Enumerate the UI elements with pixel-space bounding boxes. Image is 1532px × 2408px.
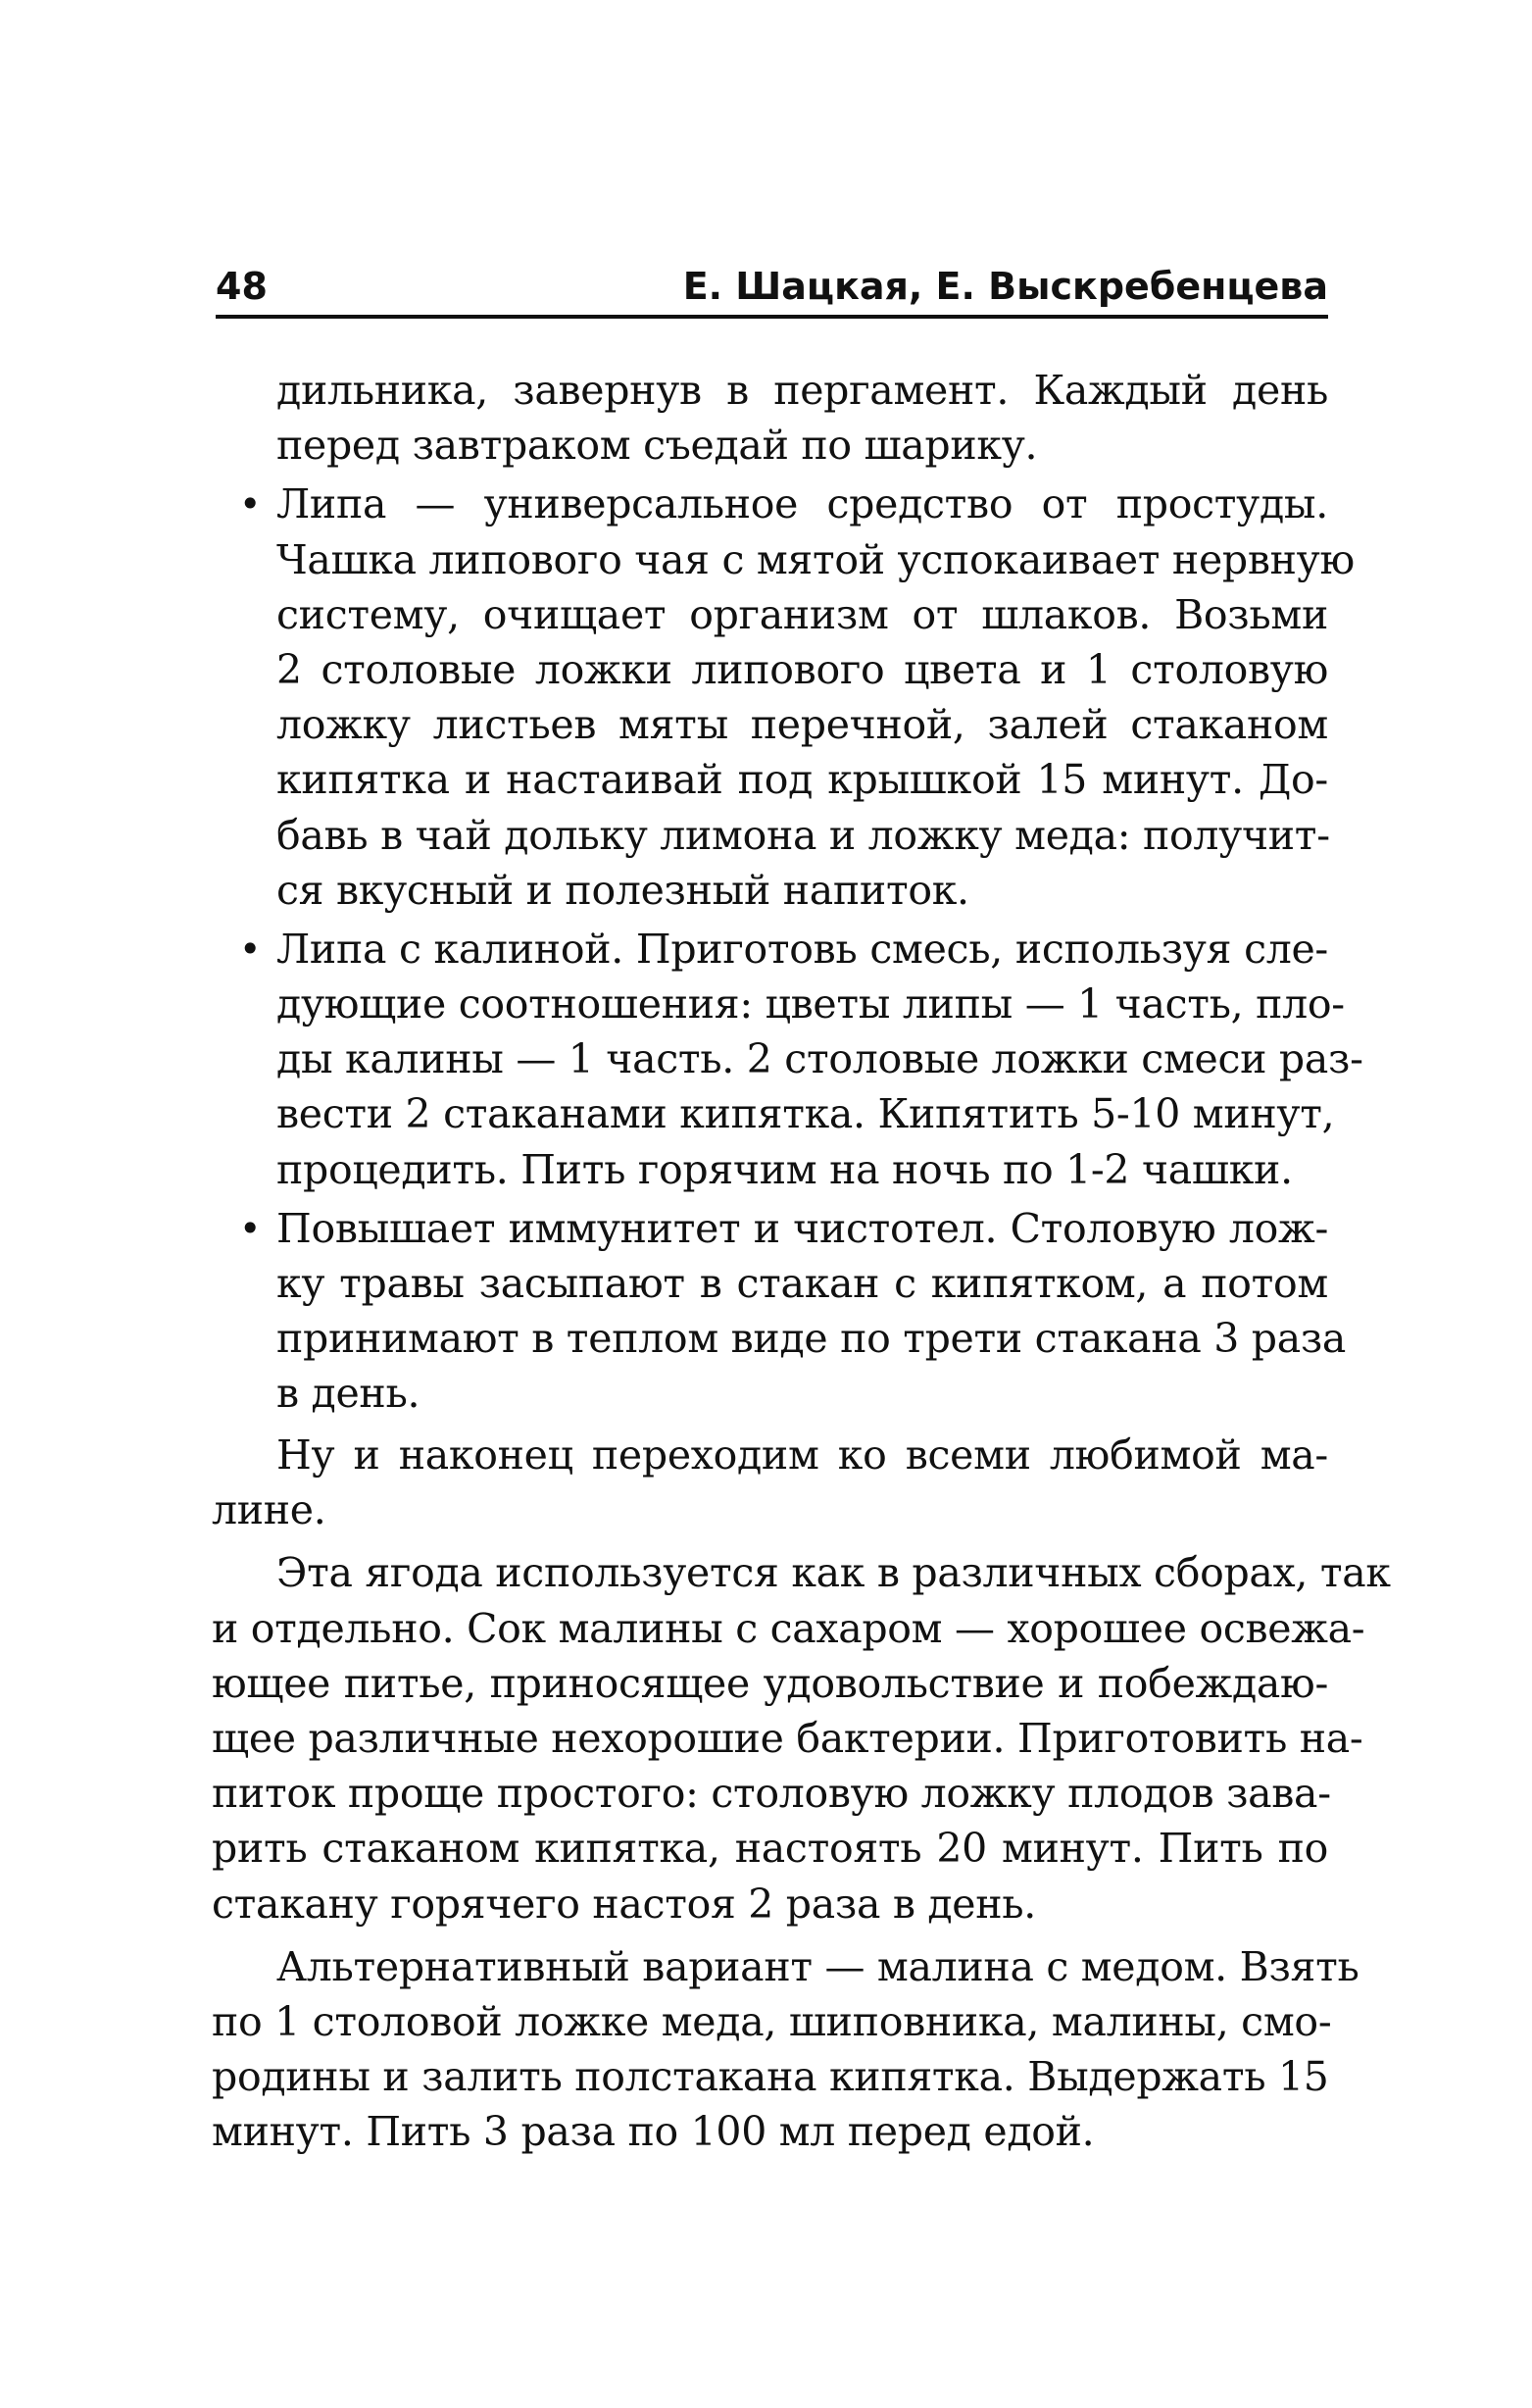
text-line: вести 2 стаканами кипятка. Кипятить 5-10 минут, bbox=[276, 1090, 1335, 1138]
paragraph-raspberry-honey bbox=[212, 1939, 1359, 2160]
running-head: Е. Шацкая, Е. Выскребенцева bbox=[682, 265, 1328, 308]
page-body-paragraphs bbox=[212, 1428, 1391, 2159]
text-line: по 1 столовой ложке меда, шиповника, малины, смо- bbox=[212, 1997, 1332, 2045]
bullet-item-linden bbox=[239, 477, 1355, 918]
page-number: 48 bbox=[216, 265, 268, 308]
text-line: ся вкусный и полезный напиток. bbox=[276, 866, 969, 914]
text-line: процедить. Пить горячим на ночь по 1-2 чашки. bbox=[276, 1145, 1293, 1193]
intro-continuation bbox=[276, 363, 1328, 473]
text-line: систему, очищает организм от шлаков. Возьми bbox=[276, 590, 1328, 638]
header-rule bbox=[216, 315, 1328, 319]
text-line: стакану горячего настоя 2 раза в день. bbox=[212, 1880, 1037, 1928]
text-line: Ну и наконец переходим ко всеми любимой ма- bbox=[276, 1431, 1328, 1479]
text-line: • Повышает иммунитет и чистотел. Столовую лож- bbox=[276, 1201, 1328, 1256]
paragraph-raspberry-intro bbox=[212, 1428, 1328, 1537]
text-line: Эта ягода используется как в различных сборах, так bbox=[276, 1549, 1391, 1597]
bullet-icon: • bbox=[239, 1206, 262, 1250]
text-line: ды калины — 1 часть. 2 столовые ложки смеси раз- bbox=[276, 1035, 1363, 1083]
paragraph-raspberry-juice bbox=[212, 1545, 1391, 1931]
text-line: дующие соотношения: цветы липы — 1 часть, пло- bbox=[276, 980, 1345, 1028]
text-line: рить стаканом кипятка, настоять 20 минут. Пить по bbox=[212, 1825, 1328, 1873]
text-line: ку травы засыпают в стакан с кипятком, а потом bbox=[276, 1260, 1328, 1307]
text-line: питок проще простого: столовую ложку плодов зава- bbox=[212, 1770, 1331, 1818]
text-line: кипятка и настаивай под крышкой 15 минут. До- bbox=[276, 756, 1328, 804]
bullet-item-linden-viburnum bbox=[239, 922, 1363, 1197]
text-line: 2 столовые ложки липового цвета и 1 столовую bbox=[276, 645, 1328, 693]
page-body bbox=[239, 363, 1363, 1422]
text-line: • Липа — универсальное средство от простуды. bbox=[276, 477, 1328, 531]
text-line: ложку листьев мяты перечной, залей стаканом bbox=[276, 701, 1328, 749]
bullet-icon: • bbox=[239, 927, 262, 971]
text-line: Чашка липового чая с мятой успокаивает нервную bbox=[276, 535, 1355, 583]
text-line: лине. bbox=[212, 1486, 326, 1534]
bullet-item-celandine bbox=[239, 1201, 1347, 1422]
text-line: щее различные нехорошие бактерии. Приготовить на- bbox=[212, 1714, 1363, 1762]
text-line: • Липа с калиной. Приготовь смесь, используя сле- bbox=[276, 922, 1328, 977]
text-line: перед завтраком съедай по шарику. bbox=[276, 422, 1038, 470]
text-line: минут. Пить 3 раза по 100 мл перед едой. bbox=[212, 2108, 1095, 2156]
text-line: дильника, завернув в пергамент. Каждый день bbox=[276, 367, 1328, 414]
text-line: и отдельно. Сок малины с сахаром — хорошее освежа- bbox=[212, 1604, 1365, 1652]
text-line: родины и залить полстакана кипятка. Выдержать 15 bbox=[212, 2053, 1329, 2101]
text-line: в день. bbox=[276, 1370, 420, 1418]
text-line: Альтернативный вариант — малина с медом. Взять bbox=[276, 1942, 1359, 1990]
bullet-icon: • bbox=[239, 482, 262, 527]
text-line: бавь в чай дольку лимона и ложку меда: получит- bbox=[276, 811, 1330, 859]
page-header bbox=[216, 257, 1328, 314]
text-line: принимают в теплом виде по трети стакана 3 раза bbox=[276, 1315, 1347, 1363]
text-line: ющее питье, приносящее удовольствие и побеждаю- bbox=[212, 1659, 1328, 1707]
